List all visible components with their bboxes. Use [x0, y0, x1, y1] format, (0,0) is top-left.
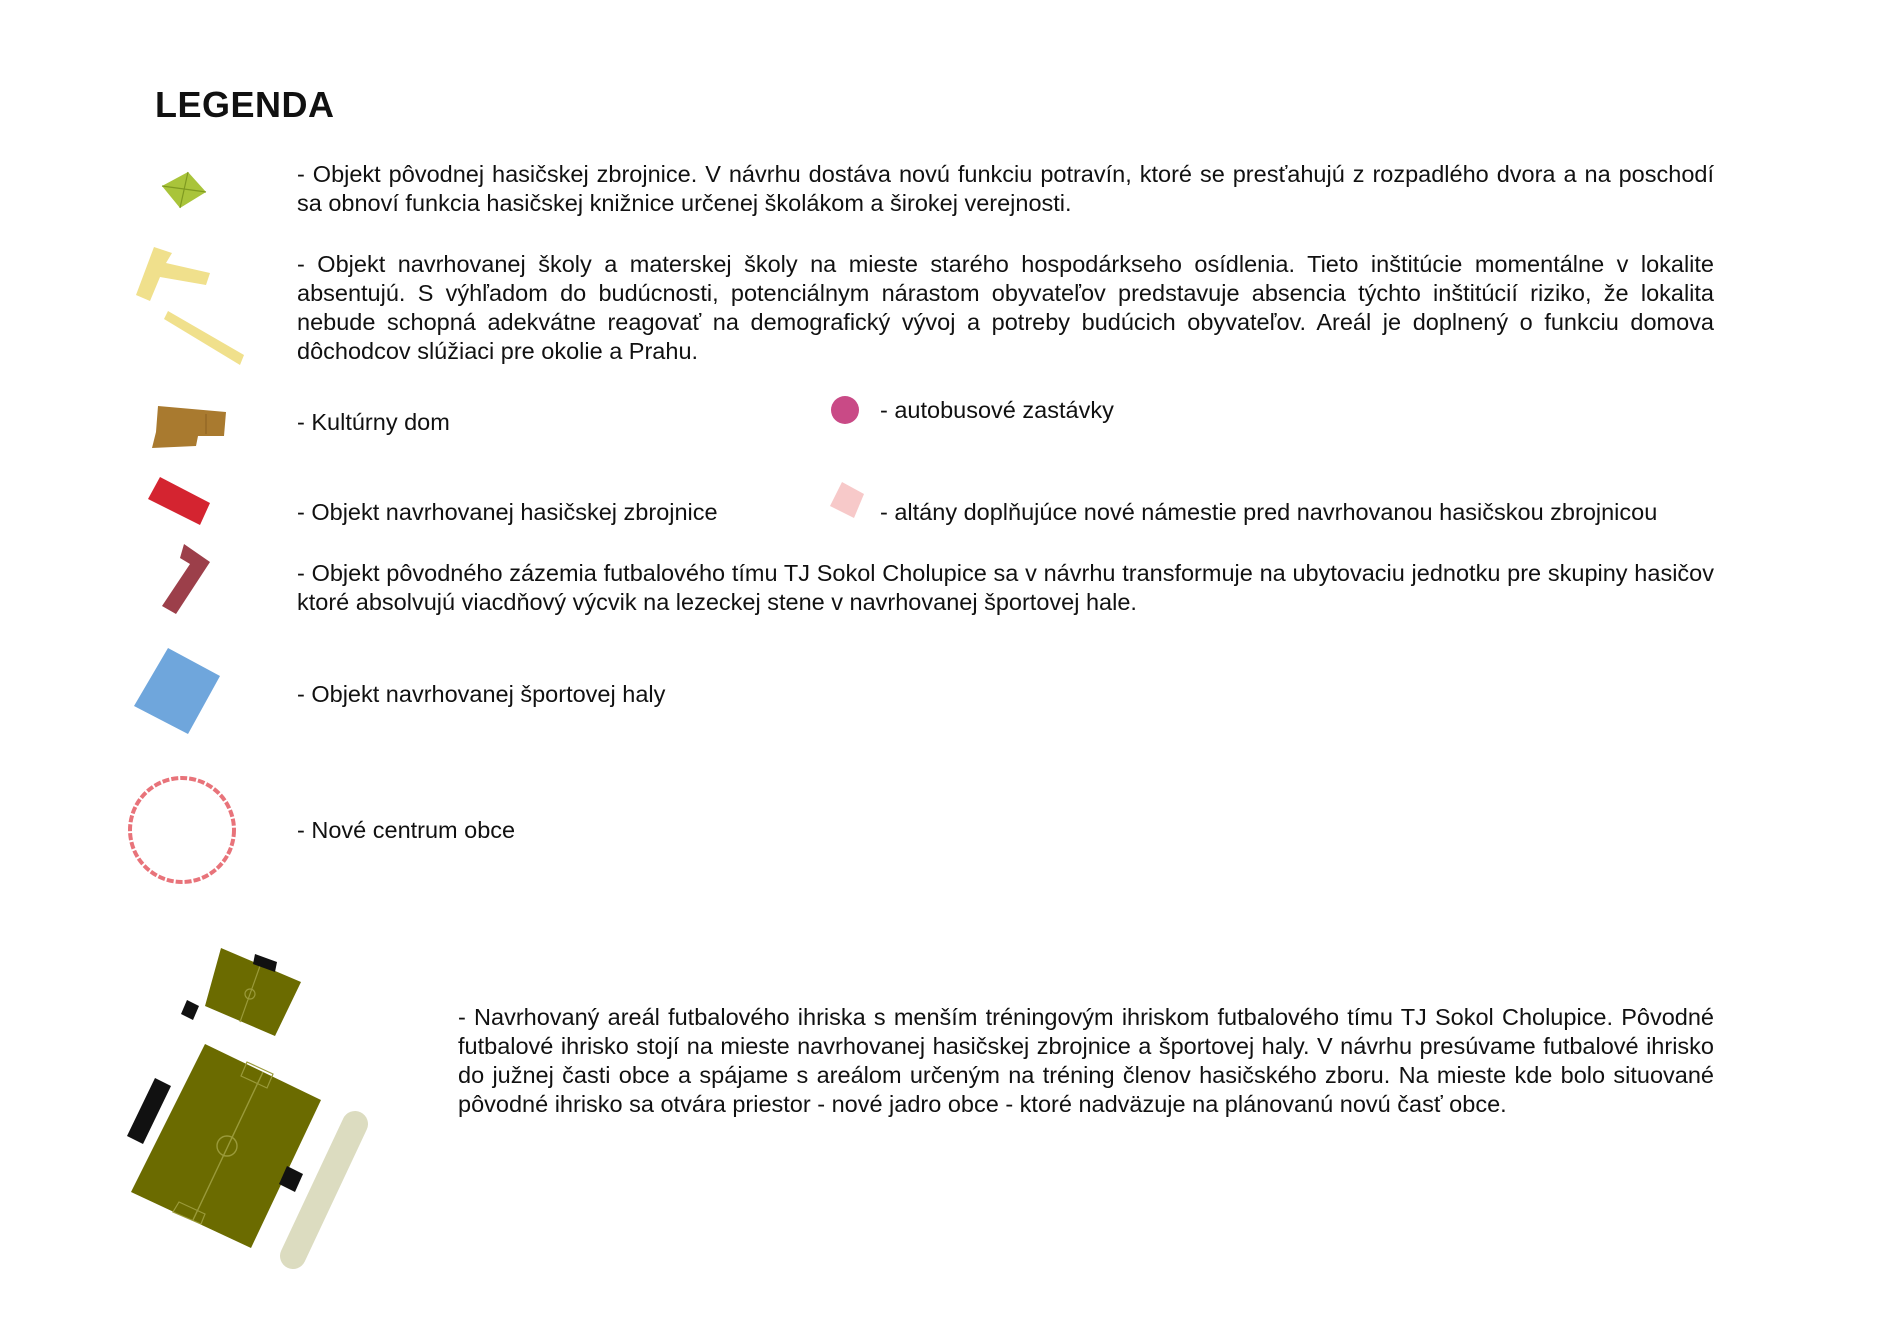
- legend-text-football-facility: - Objekt pôvodného zázemia futbalového tímu TJ Sokol Cholupice sa v návrhu transformuje na ubytovaciu jednotku pre skupiny hasičov ktoré absolvujú viacdňový výcvik na lezeckej stene v navrhovanej športovej hale.: [297, 560, 1714, 615]
- legend-text-old-fire-station: - Objekt pôvodnej hasičskej zbrojnice. V návrhu dostáva novú funkciu potravín, ktoré se presťahujú z rozpadlého dvora a na poschodí sa obnoví funkcia hasičskej knižnice určenej školákom a širokej verejnosti.: [297, 161, 1714, 216]
- legend-title: LEGENDA: [155, 84, 335, 125]
- legend-text-village-centre: - Nové centrum obce: [297, 817, 516, 843]
- legend-text-school: - Objekt navrhovanej školy a materskej školy na mieste starého hospodárkseho osídlenia. Tieto inštitúcie momentálne v lokalite absentujú. S výhľadom do budúcnosti, potenciálnym nárastom obyvateľov predstavuje absencia týchto inštitúcií riziko, že lokalita nebude schopná adekvátne reagovať na demografický vývoj a potreby budúcich obyvateľov. Areál je doplnený o funkciu domova dôchodcov slúžiaci pre okolie a Prahu.: [297, 251, 1714, 364]
- football-grounds-icon: [125, 946, 375, 1276]
- village-centre-icon: [126, 774, 238, 886]
- legend-text-sports-hall: - Objekt navrhovanej športovej haly: [297, 681, 666, 707]
- old-fire-station-icon: [158, 168, 210, 216]
- bus-stop-icon: [830, 395, 860, 425]
- legend-text-bus-stop: - autobusové zastávky: [880, 397, 1114, 423]
- football-facility-icon: [154, 542, 214, 616]
- legend-text-cultural-house: - Kultúrny dom: [297, 409, 450, 435]
- new-fire-station-icon: [146, 475, 212, 529]
- cultural-house-icon: [146, 402, 230, 452]
- legend-text-gazebo: - altány doplňujúce nové námestie pred navrhovanou hasičskou zbrojnicou: [880, 499, 1658, 525]
- legend-text-football-grounds: - Navrhovaný areál futbalového ihriska s menším tréningovým ihriskom futbalového tímu TJ Sokol Cholupice. Pôvodné futbalové ihrisko stojí na mieste navrhovanej hasičskej zbrojnice a športovej haly. V návrhu presúvame futbalové ihrisko do južnej časti obce a spájame s areálom určeným na tréning členov hasičského zboru. Na mieste kde bolo situované pôvodné ihrisko sa otvára priestor - nové jadro obce - ktoré nadväzuje na plánovanú novú časť obce.: [458, 1004, 1714, 1117]
- gazebo-icon: [828, 480, 868, 522]
- sports-hall-icon: [130, 646, 222, 738]
- school-icon: [134, 243, 246, 371]
- legend-text-new-fire-station: - Objekt navrhovanej hasičskej zbrojnice: [297, 499, 718, 525]
